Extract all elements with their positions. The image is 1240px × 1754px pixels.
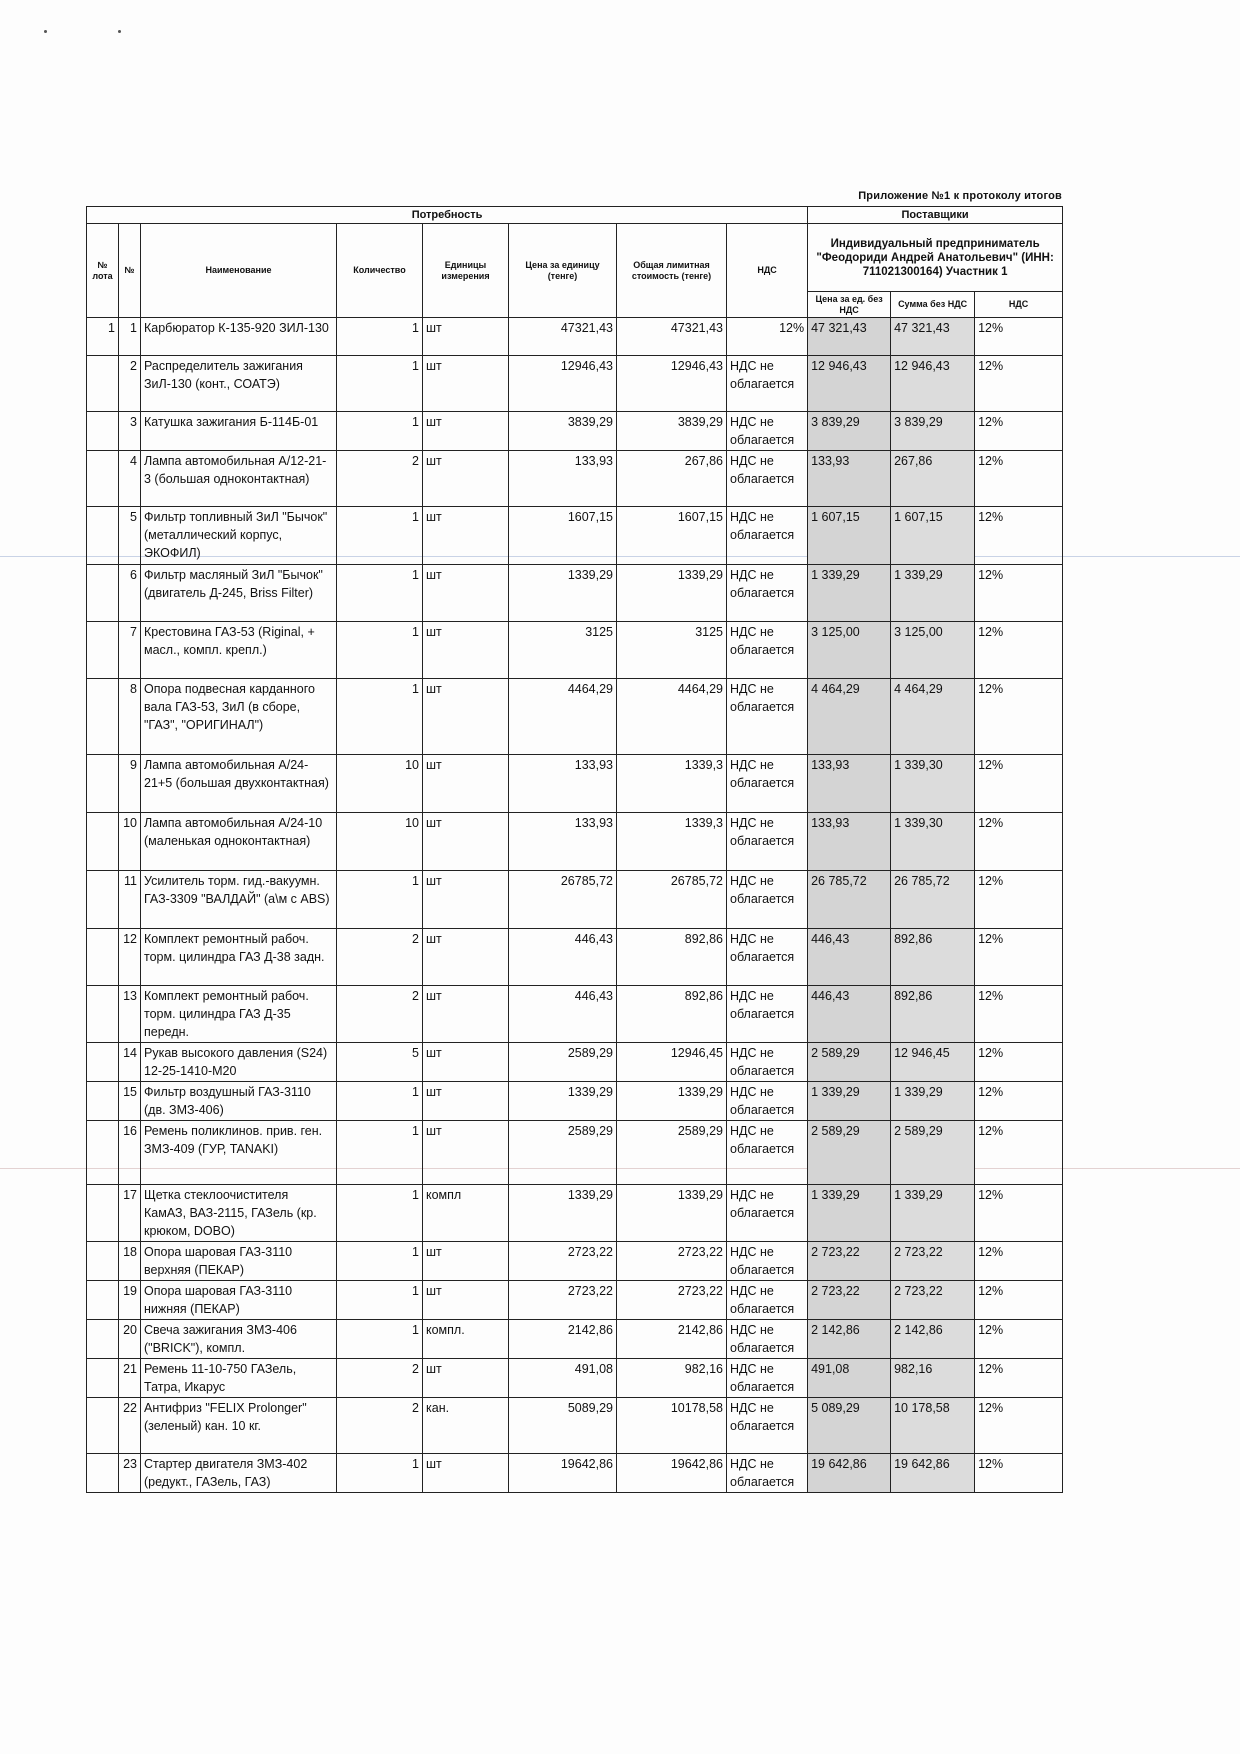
quantity-cell: 1 xyxy=(337,1242,423,1281)
quantity-cell: 1 xyxy=(337,1185,423,1242)
supplier-price-cell: 19 642,86 xyxy=(808,1454,891,1493)
vat-cell: НДС не облагается xyxy=(727,871,808,929)
supplier-vat-cell: 12% xyxy=(975,1043,1063,1082)
table-row xyxy=(87,986,1063,1043)
row-number-cell: 11 xyxy=(119,871,141,929)
row-number-cell: 2 xyxy=(119,356,141,412)
row-number-cell: 16 xyxy=(119,1121,141,1185)
table-row xyxy=(87,929,1063,986)
row-number-cell: 23 xyxy=(119,1454,141,1493)
vat-cell: НДС не облагается xyxy=(727,1359,808,1398)
item-name-cell: Лампа автомобильная А/24-21+5 (большая двухконтактная) xyxy=(141,755,337,813)
table-row xyxy=(87,1454,1063,1493)
supplier-sum-cell: 892,86 xyxy=(891,929,975,986)
item-name-cell: Катушка зажигания Б-114Б-01 xyxy=(141,412,337,451)
row-number-cell: 19 xyxy=(119,1281,141,1320)
supplier-sum-cell: 47 321,43 xyxy=(891,318,975,356)
quantity-cell: 1 xyxy=(337,1320,423,1359)
quantity-cell: 1 xyxy=(337,318,423,356)
item-name-cell: Фильтр воздушный ГАЗ-3110 (дв. ЗМЗ-406) xyxy=(141,1082,337,1121)
item-name-cell: Лампа автомобильная А/12-21-3 (большая одноконтактная) xyxy=(141,451,337,507)
lot-no-cell xyxy=(87,507,119,565)
supplier-price-cell: 2 723,22 xyxy=(808,1242,891,1281)
unit-price-cell: 2723,22 xyxy=(509,1242,617,1281)
supplier-sum-cell: 1 339,29 xyxy=(891,1185,975,1242)
row-number-cell: 21 xyxy=(119,1359,141,1398)
supplier-vat-cell: 12% xyxy=(975,1281,1063,1320)
table-row xyxy=(87,1082,1063,1121)
row-number-cell: 9 xyxy=(119,755,141,813)
unit-price-cell: 1339,29 xyxy=(509,1185,617,1242)
lot-no-cell xyxy=(87,986,119,1043)
table-row xyxy=(87,813,1063,871)
row-number-cell: 10 xyxy=(119,813,141,871)
quantity-cell: 1 xyxy=(337,565,423,622)
total-limit-cell: 3839,29 xyxy=(617,412,727,451)
supplier-sum-cell: 19 642,86 xyxy=(891,1454,975,1493)
vat-cell: НДС не облагается xyxy=(727,356,808,412)
unit-price-cell: 133,93 xyxy=(509,755,617,813)
scan-speck xyxy=(44,30,47,33)
item-name-cell: Фильтр масляный ЗиЛ "Бычок" (двигатель Д-245, Briss Filter) xyxy=(141,565,337,622)
unit-price-cell: 47321,43 xyxy=(509,318,617,356)
no-header: № xyxy=(119,224,141,318)
unit-cell: шт xyxy=(423,412,509,451)
supplier-sum-cell: 3 125,00 xyxy=(891,622,975,679)
item-name-cell: Опора шаровая ГАЗ-3110 верхняя (ПЕКАР) xyxy=(141,1242,337,1281)
row-number-cell: 18 xyxy=(119,1242,141,1281)
supplier-price-cell: 47 321,43 xyxy=(808,318,891,356)
item-name-cell: Свеча зажигания ЗМЗ-406 ("BRICK"), компл. xyxy=(141,1320,337,1359)
vat-cell: НДС не облагается xyxy=(727,507,808,565)
lot-no-cell xyxy=(87,1121,119,1185)
item-name-cell: Карбюратор К-135-920 ЗИЛ-130 xyxy=(141,318,337,356)
item-name-cell: Комплект ремонтный рабоч. торм. цилиндра ГАЗ Д-35 передн. xyxy=(141,986,337,1043)
vat-cell: НДС не облагается xyxy=(727,412,808,451)
supplier-sum-cell: 1 607,15 xyxy=(891,507,975,565)
unit-cell: шт xyxy=(423,1359,509,1398)
supplier-price-cell: 5 089,29 xyxy=(808,1398,891,1454)
supplier-price-cell: 2 723,22 xyxy=(808,1281,891,1320)
total-limit-cell: 2142,86 xyxy=(617,1320,727,1359)
total-limit-cell: 3125 xyxy=(617,622,727,679)
unit-price-cell: 2142,86 xyxy=(509,1320,617,1359)
row-number-cell: 22 xyxy=(119,1398,141,1454)
lot-no-cell xyxy=(87,929,119,986)
total-limit-cell: 1607,15 xyxy=(617,507,727,565)
unit-price-cell: 12946,43 xyxy=(509,356,617,412)
unit-header: Единицы измерения xyxy=(423,224,509,318)
item-name-cell: Усилитель торм. гид.-вакуумн. ГАЗ-3309 "ВАЛДАЙ" (а\м с ABS) xyxy=(141,871,337,929)
quantity-cell: 1 xyxy=(337,622,423,679)
supplier-sum-cell: 10 178,58 xyxy=(891,1398,975,1454)
vat-cell: НДС не облагается xyxy=(727,679,808,755)
quantity-cell: 10 xyxy=(337,755,423,813)
supplier-price-cell: 446,43 xyxy=(808,986,891,1043)
item-name-cell: Ремень поликлинов. прив. ген. ЗМЗ-409 (ГУР, TANAKI) xyxy=(141,1121,337,1185)
vat-cell: НДС не облагается xyxy=(727,1320,808,1359)
unit-cell: шт xyxy=(423,356,509,412)
item-name-cell: Фильтр топливный ЗиЛ "Бычок" (металлический корпус, ЭКОФИЛ) xyxy=(141,507,337,565)
row-number-cell: 15 xyxy=(119,1082,141,1121)
item-name-cell: Щетка стеклоочистителя КамАЗ, ВАЗ-2115, ГАЗель (кр. крюком, DOBO) xyxy=(141,1185,337,1242)
total-limit-cell: 19642,86 xyxy=(617,1454,727,1493)
supplier-sum-cell: 3 839,29 xyxy=(891,412,975,451)
supplier-price-cell: 446,43 xyxy=(808,929,891,986)
supplier-sum-cell: 982,16 xyxy=(891,1359,975,1398)
lot-no-header: № лота xyxy=(87,224,119,318)
lot-no-cell: 1 xyxy=(87,318,119,356)
unit-price-cell: 491,08 xyxy=(509,1359,617,1398)
supplier-vat-cell: 12% xyxy=(975,318,1063,356)
supplier-vat-cell: 12% xyxy=(975,565,1063,622)
supplier-price-cell: 2 589,29 xyxy=(808,1043,891,1082)
row-number-cell: 7 xyxy=(119,622,141,679)
unit-price-cell: 446,43 xyxy=(509,929,617,986)
lot-no-cell xyxy=(87,1398,119,1454)
vat-cell: НДС не облагается xyxy=(727,1398,808,1454)
unit-price-cell: 19642,86 xyxy=(509,1454,617,1493)
quantity-cell: 2 xyxy=(337,1398,423,1454)
vat-header: НДС xyxy=(727,224,808,318)
vat-cell: НДС не облагается xyxy=(727,451,808,507)
vat-cell: НДС не облагается xyxy=(727,1242,808,1281)
total-limit-cell: 26785,72 xyxy=(617,871,727,929)
table-row xyxy=(87,565,1063,622)
supplier-vat-cell: 12% xyxy=(975,1359,1063,1398)
supplier-price-cell: 2 589,29 xyxy=(808,1121,891,1185)
unit-price-cell: 2723,22 xyxy=(509,1281,617,1320)
item-name-cell: Комплект ремонтный рабоч. торм. цилиндра ГАЗ Д-38 задн. xyxy=(141,929,337,986)
supplier-sum-cell: 4 464,29 xyxy=(891,679,975,755)
supplier-name-header: Индивидуальный предприниматель "Феодориди Андрей Анатольевич" (ИНН: 711021300164) Участник 1 xyxy=(808,224,1063,292)
table-row xyxy=(87,1043,1063,1082)
table-row xyxy=(87,412,1063,451)
total-limit-cell: 892,86 xyxy=(617,929,727,986)
supplier-vat-cell: 12% xyxy=(975,1082,1063,1121)
unit-price-cell: 446,43 xyxy=(509,986,617,1043)
unit-price-cell: 26785,72 xyxy=(509,871,617,929)
unit-price-cell: 4464,29 xyxy=(509,679,617,755)
total-limit-cell: 4464,29 xyxy=(617,679,727,755)
unit-cell: шт xyxy=(423,871,509,929)
lot-no-cell xyxy=(87,871,119,929)
supplier-price-cell: 491,08 xyxy=(808,1359,891,1398)
table-row xyxy=(87,1121,1063,1185)
total-limit-cell: 2723,22 xyxy=(617,1242,727,1281)
lot-no-cell xyxy=(87,565,119,622)
lot-no-cell xyxy=(87,412,119,451)
quantity-cell: 10 xyxy=(337,813,423,871)
quantity-cell: 2 xyxy=(337,451,423,507)
quantity-cell: 1 xyxy=(337,871,423,929)
unit-price-cell: 2589,29 xyxy=(509,1121,617,1185)
unit-cell: компл xyxy=(423,1185,509,1242)
item-name-cell: Лампа автомобильная А/24-10 (маленькая одноконтактная) xyxy=(141,813,337,871)
quantity-cell: 1 xyxy=(337,679,423,755)
supplier-price-cell: 133,93 xyxy=(808,451,891,507)
supplier-sum-cell: 2 142,86 xyxy=(891,1320,975,1359)
supplier-price-cell: 133,93 xyxy=(808,813,891,871)
unit-cell: шт xyxy=(423,1082,509,1121)
supplier-sum-header: Сумма без НДС xyxy=(891,292,975,318)
unit-cell: кан. xyxy=(423,1398,509,1454)
item-name-cell: Стартер двигателя ЗМЗ-402 (редукт., ГАЗель, ГАЗ) xyxy=(141,1454,337,1493)
supplier-sum-cell: 12 946,45 xyxy=(891,1043,975,1082)
lot-no-cell xyxy=(87,1281,119,1320)
supplier-price-cell: 133,93 xyxy=(808,755,891,813)
table-row xyxy=(87,679,1063,755)
lot-no-cell xyxy=(87,813,119,871)
item-name-cell: Антифриз "FELIX Prolonger" (зеленый) кан. 10 кг. xyxy=(141,1398,337,1454)
total-limit-cell: 1339,29 xyxy=(617,565,727,622)
supplier-vat-cell: 12% xyxy=(975,1320,1063,1359)
supplier-vat-cell: 12% xyxy=(975,1242,1063,1281)
supplier-price-cell: 3 839,29 xyxy=(808,412,891,451)
supplier-price-cell: 1 339,29 xyxy=(808,1082,891,1121)
unit-price-cell: 3125 xyxy=(509,622,617,679)
item-name-cell: Опора шаровая ГАЗ-3110 нижняя (ПЕКАР) xyxy=(141,1281,337,1320)
supplier-sum-cell: 2 723,22 xyxy=(891,1242,975,1281)
supplier-vat-cell: 12% xyxy=(975,1121,1063,1185)
total-limit-cell: 1339,3 xyxy=(617,813,727,871)
row-number-cell: 20 xyxy=(119,1320,141,1359)
row-number-cell: 3 xyxy=(119,412,141,451)
unit-price-cell: 1339,29 xyxy=(509,1082,617,1121)
quantity-cell: 1 xyxy=(337,1454,423,1493)
vat-cell: НДС не облагается xyxy=(727,1043,808,1082)
quantity-cell: 1 xyxy=(337,356,423,412)
unit-cell: шт xyxy=(423,1121,509,1185)
supplier-vat-cell: 12% xyxy=(975,622,1063,679)
qty-header: Количество xyxy=(337,224,423,318)
supplier-price-cell: 4 464,29 xyxy=(808,679,891,755)
row-number-cell: 5 xyxy=(119,507,141,565)
supplier-sum-cell: 892,86 xyxy=(891,986,975,1043)
lot-no-cell xyxy=(87,1359,119,1398)
unit-cell: шт xyxy=(423,1043,509,1082)
quantity-cell: 2 xyxy=(337,1359,423,1398)
unit-cell: шт xyxy=(423,755,509,813)
annex-title: Приложение №1 к протоколу итогов xyxy=(858,190,1062,202)
quantity-cell: 1 xyxy=(337,1082,423,1121)
supplier-vat-cell: 12% xyxy=(975,1454,1063,1493)
row-number-cell: 8 xyxy=(119,679,141,755)
supplier-sum-cell: 2 723,22 xyxy=(891,1281,975,1320)
vat-cell: НДС не облагается xyxy=(727,813,808,871)
unit-cell: шт xyxy=(423,622,509,679)
total-limit-header: Общая лимитная стоимость (тенге) xyxy=(617,224,727,318)
unit-cell: шт xyxy=(423,1454,509,1493)
unit-price-cell: 1607,15 xyxy=(509,507,617,565)
supplier-vat-cell: 12% xyxy=(975,986,1063,1043)
total-limit-cell: 2589,29 xyxy=(617,1121,727,1185)
supplier-vat-cell: 12% xyxy=(975,507,1063,565)
item-name-cell: Ремень 11-10-750 ГАЗель, Татра, Икарус xyxy=(141,1359,337,1398)
results-table xyxy=(86,206,1063,1493)
unit-cell: шт xyxy=(423,1281,509,1320)
unit-cell: компл. xyxy=(423,1320,509,1359)
vat-cell: НДС не облагается xyxy=(727,1454,808,1493)
total-limit-cell: 892,86 xyxy=(617,986,727,1043)
row-number-cell: 14 xyxy=(119,1043,141,1082)
table-row xyxy=(87,755,1063,813)
table-row xyxy=(87,1359,1063,1398)
unit-cell: шт xyxy=(423,679,509,755)
unit-price-cell: 1339,29 xyxy=(509,565,617,622)
supplier-sum-cell: 12 946,43 xyxy=(891,356,975,412)
lot-no-cell xyxy=(87,755,119,813)
supplier-vat-header: НДС xyxy=(975,292,1063,318)
lot-no-cell xyxy=(87,1043,119,1082)
scan-speck xyxy=(118,30,121,33)
quantity-cell: 2 xyxy=(337,929,423,986)
row-number-cell: 13 xyxy=(119,986,141,1043)
unit-cell: шт xyxy=(423,451,509,507)
table-row xyxy=(87,318,1063,356)
supplier-vat-cell: 12% xyxy=(975,871,1063,929)
table-row xyxy=(87,1398,1063,1454)
vat-cell: НДС не облагается xyxy=(727,929,808,986)
table-row xyxy=(87,871,1063,929)
quantity-cell: 2 xyxy=(337,986,423,1043)
total-limit-cell: 1339,3 xyxy=(617,755,727,813)
lot-no-cell xyxy=(87,451,119,507)
total-limit-cell: 982,16 xyxy=(617,1359,727,1398)
vat-cell: 12% xyxy=(727,318,808,356)
total-limit-cell: 1339,29 xyxy=(617,1082,727,1121)
unit-price-cell: 5089,29 xyxy=(509,1398,617,1454)
vat-cell: НДС не облагается xyxy=(727,565,808,622)
supplier-sum-cell: 267,86 xyxy=(891,451,975,507)
lot-no-cell xyxy=(87,1454,119,1493)
quantity-cell: 1 xyxy=(337,507,423,565)
lot-no-cell xyxy=(87,1242,119,1281)
total-limit-cell: 267,86 xyxy=(617,451,727,507)
supplier-vat-cell: 12% xyxy=(975,755,1063,813)
lot-no-cell xyxy=(87,1082,119,1121)
table-row xyxy=(87,451,1063,507)
supplier-vat-cell: 12% xyxy=(975,813,1063,871)
table-row xyxy=(87,507,1063,565)
vat-cell: НДС не облагается xyxy=(727,1121,808,1185)
total-limit-cell: 47321,43 xyxy=(617,318,727,356)
unit-cell: шт xyxy=(423,507,509,565)
supplier-sum-cell: 1 339,29 xyxy=(891,565,975,622)
lot-no-cell xyxy=(87,1185,119,1242)
unit-price-cell: 2589,29 xyxy=(509,1043,617,1082)
table-row xyxy=(87,622,1063,679)
supplier-sum-cell: 1 339,30 xyxy=(891,813,975,871)
vat-cell: НДС не облагается xyxy=(727,986,808,1043)
total-limit-cell: 12946,45 xyxy=(617,1043,727,1082)
supplier-price-header: Цена за ед. без НДС xyxy=(808,292,891,318)
row-number-cell: 6 xyxy=(119,565,141,622)
supplier-sum-cell: 1 339,30 xyxy=(891,755,975,813)
unit-price-cell: 133,93 xyxy=(509,451,617,507)
unit-cell: шт xyxy=(423,986,509,1043)
vat-cell: НДС не облагается xyxy=(727,622,808,679)
table-row xyxy=(87,1281,1063,1320)
vat-cell: НДС не облагается xyxy=(727,1185,808,1242)
supplier-price-cell: 3 125,00 xyxy=(808,622,891,679)
total-limit-cell: 1339,29 xyxy=(617,1185,727,1242)
item-name-cell: Рукав высокого давления (S24) 12-25-1410-М20 xyxy=(141,1043,337,1082)
vat-cell: НДС не облагается xyxy=(727,755,808,813)
name-header: Наименование xyxy=(141,224,337,318)
quantity-cell: 1 xyxy=(337,412,423,451)
suppliers-header: Поставщики xyxy=(808,207,1063,224)
row-number-cell: 17 xyxy=(119,1185,141,1242)
supplier-vat-cell: 12% xyxy=(975,929,1063,986)
supplier-vat-cell: 12% xyxy=(975,451,1063,507)
quantity-cell: 1 xyxy=(337,1121,423,1185)
table-row xyxy=(87,356,1063,412)
supplier-price-cell: 12 946,43 xyxy=(808,356,891,412)
lot-no-cell xyxy=(87,1320,119,1359)
supplier-price-cell: 1 339,29 xyxy=(808,1185,891,1242)
supplier-price-cell: 26 785,72 xyxy=(808,871,891,929)
quantity-cell: 1 xyxy=(337,1281,423,1320)
table-row xyxy=(87,1320,1063,1359)
quantity-cell: 5 xyxy=(337,1043,423,1082)
item-name-cell: Опора подвесная карданного вала ГАЗ-53, ЗиЛ (в сборе, "ГАЗ", "ОРИГИНАЛ") xyxy=(141,679,337,755)
row-number-cell: 1 xyxy=(119,318,141,356)
total-limit-cell: 10178,58 xyxy=(617,1398,727,1454)
unit-cell: шт xyxy=(423,565,509,622)
supplier-sum-cell: 1 339,29 xyxy=(891,1082,975,1121)
supplier-sum-cell: 2 589,29 xyxy=(891,1121,975,1185)
lot-no-cell xyxy=(87,679,119,755)
vat-cell: НДС не облагается xyxy=(727,1082,808,1121)
table-row xyxy=(87,1242,1063,1281)
unit-price-cell: 3839,29 xyxy=(509,412,617,451)
item-name-cell: Распределитель зажигания ЗиЛ-130 (конт., СОАТЭ) xyxy=(141,356,337,412)
lot-no-cell xyxy=(87,622,119,679)
supplier-price-cell: 1 607,15 xyxy=(808,507,891,565)
supplier-price-cell: 1 339,29 xyxy=(808,565,891,622)
supplier-sum-cell: 26 785,72 xyxy=(891,871,975,929)
unit-cell: шт xyxy=(423,813,509,871)
unit-cell: шт xyxy=(423,929,509,986)
supplier-vat-cell: 12% xyxy=(975,1398,1063,1454)
supplier-vat-cell: 12% xyxy=(975,679,1063,755)
unit-cell: шт xyxy=(423,1242,509,1281)
unit-price-header: Цена за единицу (тенге) xyxy=(509,224,617,318)
row-number-cell: 12 xyxy=(119,929,141,986)
table-row xyxy=(87,1185,1063,1242)
total-limit-cell: 12946,43 xyxy=(617,356,727,412)
item-name-cell: Крестовина ГАЗ-53 (Riginal, + масл., компл. крепл.) xyxy=(141,622,337,679)
row-number-cell: 4 xyxy=(119,451,141,507)
total-limit-cell: 2723,22 xyxy=(617,1281,727,1320)
vat-cell: НДС не облагается xyxy=(727,1281,808,1320)
need-header: Потребность xyxy=(87,207,808,224)
supplier-vat-cell: 12% xyxy=(975,412,1063,451)
supplier-vat-cell: 12% xyxy=(975,1185,1063,1242)
supplier-vat-cell: 12% xyxy=(975,356,1063,412)
unit-cell: шт xyxy=(423,318,509,356)
unit-price-cell: 133,93 xyxy=(509,813,617,871)
supplier-price-cell: 2 142,86 xyxy=(808,1320,891,1359)
lot-no-cell xyxy=(87,356,119,412)
